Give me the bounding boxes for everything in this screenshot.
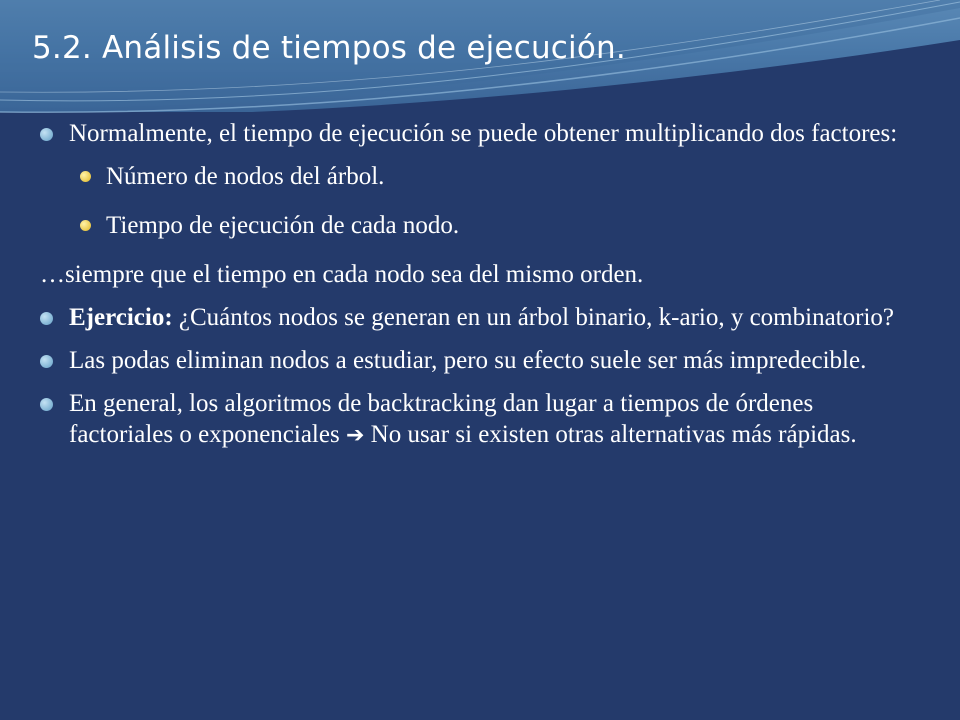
bullet-item-1 — [40, 118, 910, 149]
bullet-item-2 — [40, 302, 910, 333]
bullet-text: En general, los algoritmos de backtracking dan lugar a tiempos de órdenes factoriales o exponenciales — [69, 390, 814, 448]
bullet-icon — [40, 312, 53, 325]
exercise-question: ¿Cuántos nodos se generan en un árbol binario, k-ario, y combinatorio? — [172, 304, 894, 331]
sub-bullet-icon — [80, 171, 91, 182]
bullet-text: Normalmente, el tiempo de ejecución se puede obtener multiplicando dos factores: — [69, 120, 898, 147]
sub-bullet-item-1 — [40, 161, 910, 192]
continuation-text — [40, 259, 910, 290]
bullet-list — [40, 118, 910, 463]
sub-bullet-text: Número de nodos del árbol. — [106, 163, 385, 190]
bullet-item-4 — [40, 388, 910, 451]
bullet-icon — [40, 398, 53, 411]
exercise-label: Ejercicio: — [69, 304, 173, 331]
sub-bullet-icon — [80, 220, 91, 231]
bullet-item-3 — [40, 345, 910, 376]
sub-bullet-item-2 — [40, 210, 910, 241]
slide-title: 5.2. Análisis de tiempos de ejecución. — [32, 30, 626, 66]
sub-bullet-text: Tiempo de ejecución de cada nodo. — [106, 212, 460, 239]
bullet-text-end: No usar si existen otras alternativas más rápidas. — [364, 421, 857, 448]
bullet-icon — [40, 355, 53, 368]
bullet-text: Las podas eliminan nodos a estudiar, pero su efecto suele ser más impredecible. — [69, 347, 867, 374]
bullet-icon — [40, 128, 53, 141]
arrow-right-icon: ➔ — [345, 423, 365, 448]
continuation-line: …siempre que el tiempo en cada nodo sea del mismo orden. — [40, 261, 644, 288]
